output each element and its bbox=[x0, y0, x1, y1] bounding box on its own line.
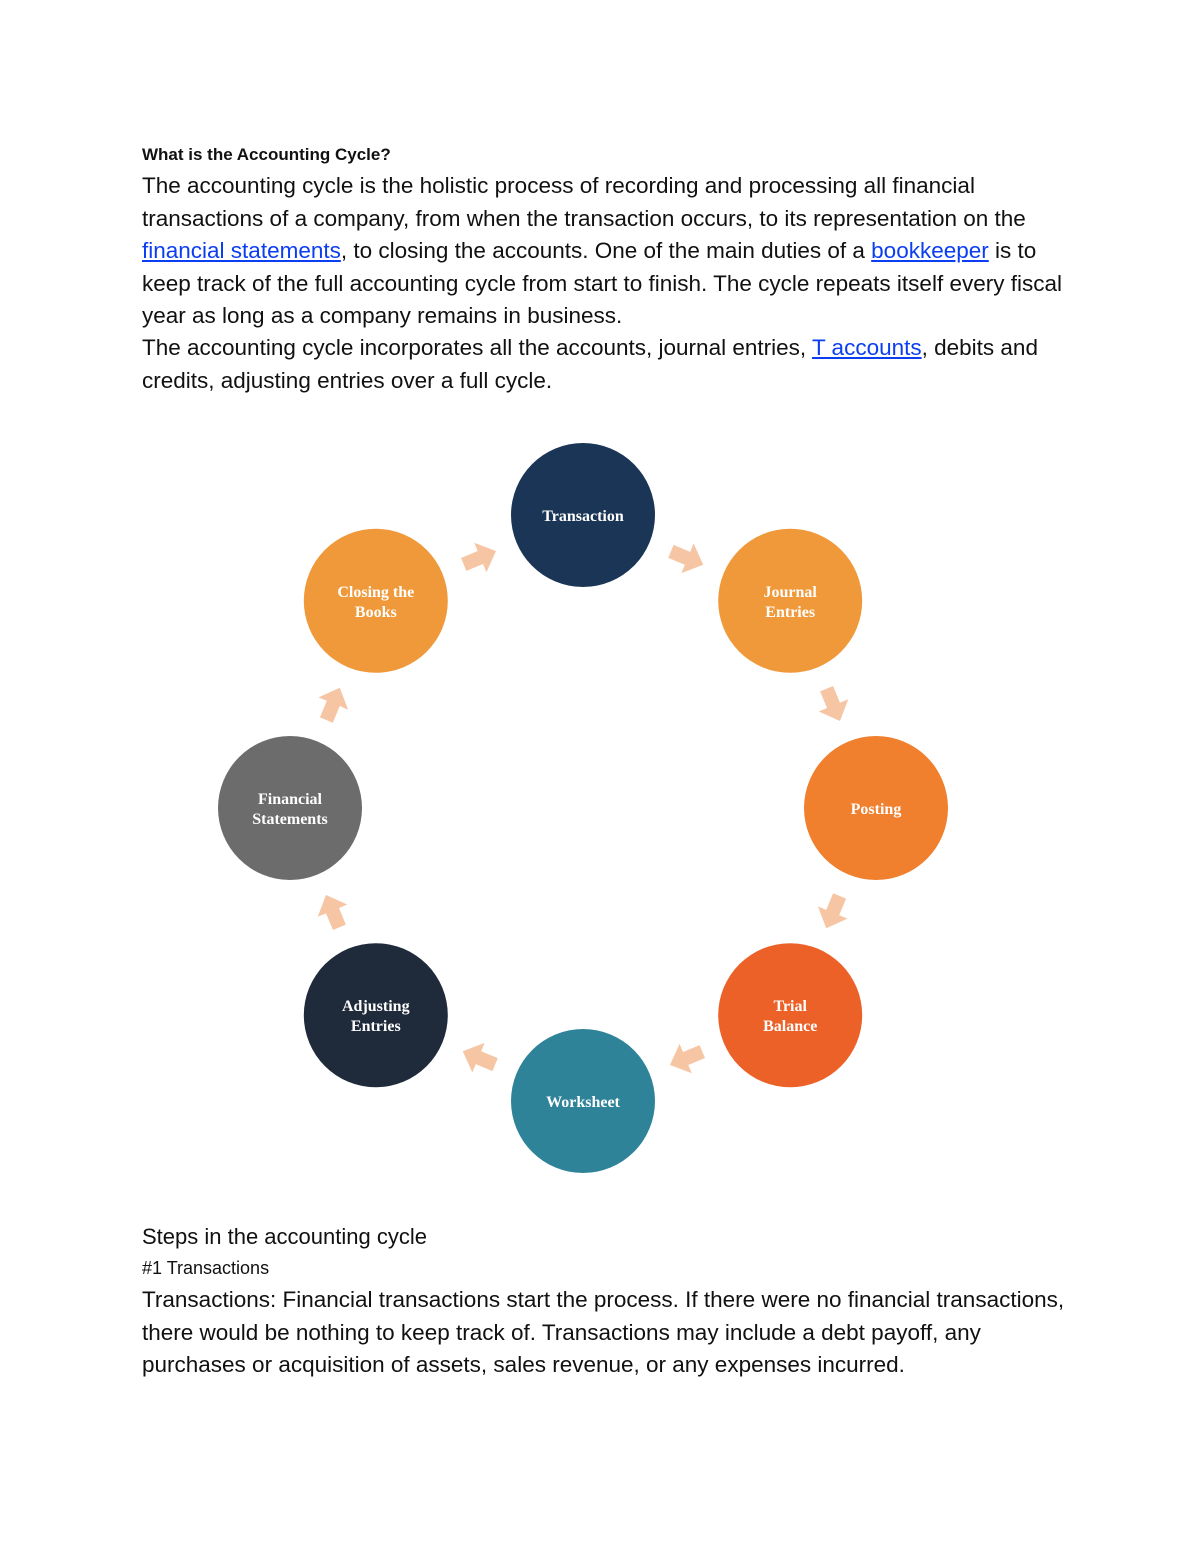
cycle-step-trial-balance bbox=[718, 943, 862, 1087]
cycle-arrow bbox=[458, 536, 503, 579]
step-1-heading: #1 Transactions bbox=[142, 1258, 270, 1278]
intro-paragraph bbox=[142, 170, 1082, 333]
cycle-step-transaction bbox=[511, 443, 655, 587]
arrow-shape bbox=[458, 536, 503, 579]
cycle-step-label: Trial bbox=[773, 998, 807, 1016]
cycle-step-label: Journal bbox=[763, 583, 817, 601]
intro-text-2: , to closing the accounts. One of the main duties of a bbox=[340, 238, 872, 263]
page-title: What is the Accounting Cycle? bbox=[142, 145, 391, 164]
cycle-arrow bbox=[812, 683, 855, 728]
arrow-shape bbox=[665, 537, 710, 580]
intro-text-3: is to keep track of the full accounting cycle from start to finish. The cycle repeats itself every fiscal year as long as a company remains in business. bbox=[142, 238, 1062, 328]
arrow-shape bbox=[664, 1037, 709, 1080]
cycle-step-circle bbox=[218, 736, 362, 880]
cycle-step-label: Transaction bbox=[542, 508, 624, 525]
cycle-step-financial-statements bbox=[218, 736, 362, 880]
cycle-step-label: Closing the bbox=[337, 583, 415, 601]
intro2-text-2: , debits and credits, adjusting entries over a full cycle. bbox=[142, 335, 1038, 393]
financial-statements-link[interactable]: financial statements bbox=[142, 238, 341, 263]
steps-section-title: Steps in the accounting cycle bbox=[142, 1224, 427, 1249]
accounting-cycle-diagram bbox=[200, 438, 980, 1198]
cycle-arrow bbox=[457, 1036, 502, 1079]
cycle-step-label: Statements bbox=[252, 811, 328, 828]
cycle-step-label: Entries bbox=[350, 1018, 401, 1036]
cycle-step-closing-the-books bbox=[304, 529, 448, 673]
cycle-step-posting bbox=[804, 736, 948, 880]
cycle-arrow bbox=[811, 890, 854, 935]
cycle-arrow bbox=[312, 682, 355, 727]
arrow-shape bbox=[312, 682, 355, 727]
cycle-step-label: Entries bbox=[765, 603, 816, 621]
cycle-step-label: Balance bbox=[763, 1018, 818, 1036]
intro-text-1: The accounting cycle is the holistic process of recording and processing all financial transactions of a company, from when the transaction occurs, to its representation on the bbox=[142, 173, 1026, 231]
cycle-step-label: Posting bbox=[850, 801, 902, 818]
intro-paragraph-2 bbox=[142, 332, 1082, 397]
cycle-arrow bbox=[665, 537, 710, 580]
arrow-shape bbox=[812, 683, 855, 728]
cycle-step-journal-entries bbox=[718, 529, 862, 673]
cycle-step-adjusting-entries bbox=[304, 943, 448, 1087]
bookkeeper-link[interactable]: bookkeeper bbox=[871, 238, 989, 263]
cycle-step-worksheet bbox=[511, 1029, 655, 1173]
step-1-body: Transactions: Financial transactions start the process. If there were no financial transactions, there would be nothing to keep track of. Transactions may include a debt payoff, any purchases or acquisition of assets, sales revenue, or any expenses incurred. bbox=[142, 1287, 1065, 1377]
arrow-shape bbox=[311, 889, 354, 934]
arrow-shape bbox=[811, 890, 854, 935]
t-accounts-link[interactable]: T accounts bbox=[811, 335, 922, 360]
cycle-step-label: Books bbox=[354, 603, 397, 621]
cycle-step-label: Worksheet bbox=[546, 1094, 620, 1111]
arrow-shape bbox=[457, 1036, 502, 1079]
cycle-step-label: Adjusting bbox=[342, 998, 410, 1016]
cycle-arrow bbox=[311, 889, 354, 934]
intro2-text-1: The accounting cycle incorporates all the accounts, journal entries, bbox=[142, 335, 812, 360]
cycle-step-label: Financial bbox=[257, 791, 323, 808]
cycle-arrow bbox=[664, 1037, 709, 1080]
